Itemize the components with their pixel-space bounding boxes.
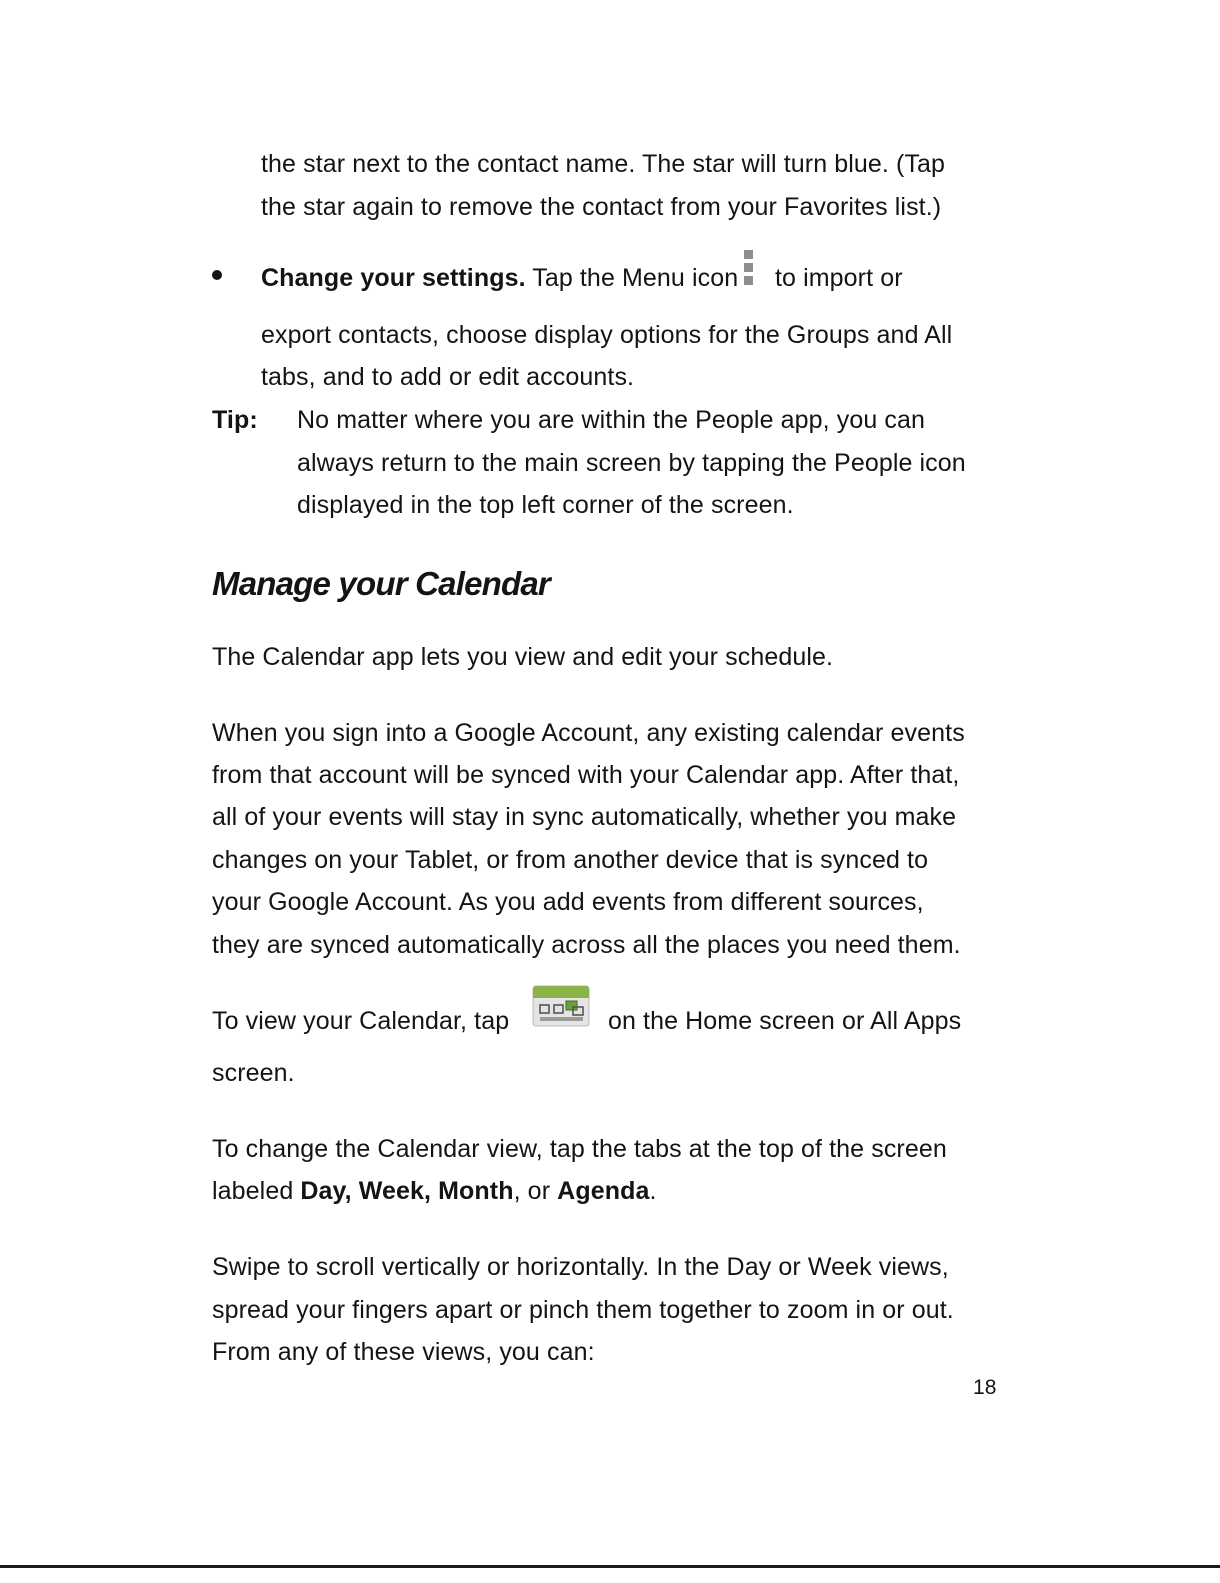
paragraph-line: To change the Calendar view, tap the tabs at the top of the screen [212, 1135, 947, 1163]
inline-bold-agenda: Agenda [557, 1177, 650, 1205]
paragraph-line: spread your fingers apart or pinch them together to zoom in or out. [212, 1296, 954, 1324]
paragraph-line: Swipe to scroll vertically or horizontally. In the Day or Week views, [212, 1253, 949, 1281]
body-line: the star again to remove the contact from your Favorites list.) [261, 193, 942, 221]
bullet-icon [212, 270, 222, 280]
inline-text: , or [513, 1177, 558, 1205]
body-line: export contacts, choose display options for the Groups and All [261, 321, 953, 349]
paragraph-line: screen. [212, 1059, 295, 1087]
bullet-bold-label: Change your settings. [261, 264, 526, 292]
paragraph-line: they are synced automatically across all the places you need them. [212, 931, 961, 959]
tip-line: displayed in the top left corner of the screen. [297, 491, 794, 519]
section-heading: Manage your Calendar [212, 565, 550, 602]
paragraph-line: all of your events will stay in sync automatically, whether you make [212, 803, 957, 831]
inline-bold-tabs: Day, Week, Month [300, 1177, 514, 1205]
menu-overflow-icon [741, 248, 755, 288]
tip-line: No matter where you are within the People app, you can [297, 406, 925, 434]
paragraph-line: From any of these views, you can: [212, 1338, 595, 1366]
body-line: tabs, and to add or edit accounts. [261, 363, 635, 391]
paragraph-line: from that account will be synced with your Calendar app. After that, [212, 761, 960, 789]
page-number: 18 [973, 1376, 997, 1399]
paragraph-line [212, 1176, 657, 1206]
calendar-app-icon [532, 983, 590, 1029]
tip-label: Tip: [212, 406, 258, 434]
tip-line: always return to the main screen by tapping the People icon [297, 449, 966, 477]
paragraph-line: your Google Account. As you add events from different sources, [212, 888, 924, 916]
bullet-text-after-icon: to import or [775, 264, 903, 292]
paragraph-line: The Calendar app lets you view and edit your schedule. [212, 643, 834, 671]
paragraph-line: When you sign into a Google Account, any existing calendar events [212, 719, 965, 747]
bullet-text: Tap the Menu icon [525, 264, 739, 292]
body-line: the star next to the contact name. The star will turn blue. (Tap [261, 150, 946, 178]
paragraph-line: To view your Calendar, tap [212, 1007, 510, 1035]
bullet-line [261, 263, 738, 293]
inline-text: labeled [212, 1177, 301, 1205]
paragraph-line: changes on your Tablet, or from another device that is synced to [212, 846, 929, 874]
bottom-divider [0, 1565, 1220, 1568]
inline-text: . [649, 1177, 657, 1205]
paragraph-line: on the Home screen or All Apps [608, 1007, 962, 1035]
